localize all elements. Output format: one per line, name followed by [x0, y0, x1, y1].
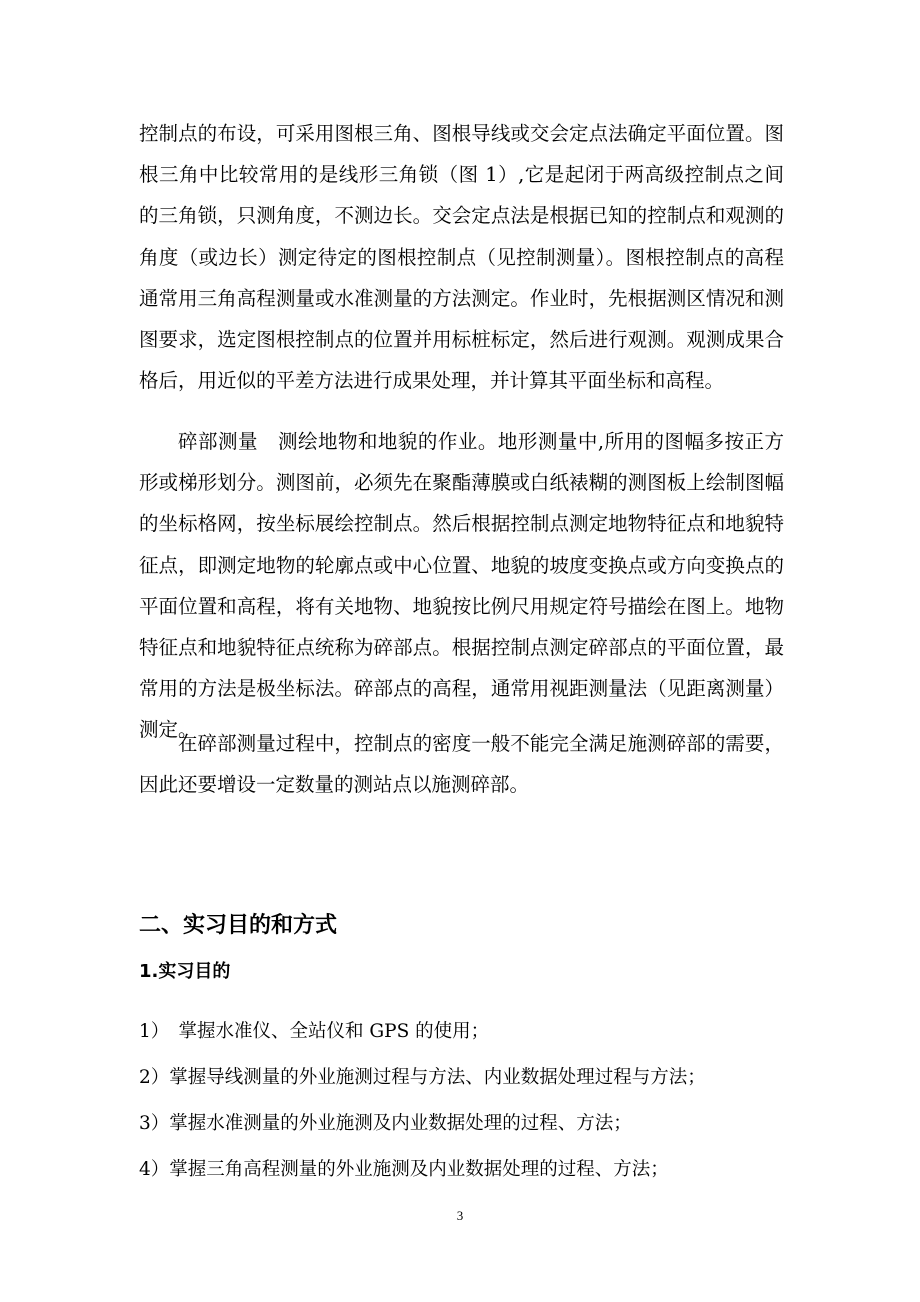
subsection-heading: 1.实习目的 [139, 961, 231, 982]
objective-item: 3）掌握水准测量的外业施测及内业数据处理的过程、方法； [139, 1113, 632, 1134]
page-number: 3 [456, 1208, 464, 1223]
section-heading: 二、实习目的和方式 [139, 913, 338, 938]
paragraph-control-points: 控制点的布设，可采用图根三角、图根导线或交会定点法确定平面位置。图根三角中比较常用的是线形三角锁（图 1）,它是起闭于两高级控制点之间的三角锁，只测角度，不测边长。交会定点法是根据已知的控制点和观测的角度（或边长）测定待定的图根控制点（见控制测量）。图根控制点的高程通常用三角高程测量或水准测量的方法测定。作业时，先根据测区情况和测图要求，选定图根控制点的位置并用标桩标定，然后进行观测。观测成果合格后，用近似的平差方法进行成果处理，并计算其平面坐标和高程。 [139, 122, 784, 393]
objectives-list [139, 1009, 799, 1193]
paragraph-station-points: 在碎部测量过程中，控制点的密度一般不能完全满足施测碎部的需要，因此还要增设一定数量的测站点以施测碎部。 [139, 732, 784, 797]
objective-item: 2）掌握导线测量的外业施测过程与方法、内业数据处理过程与方法； [139, 1067, 706, 1088]
paragraph-detail-survey: 碎部测量 测绘地物和地貌的作业。地形测量中,所用的图幅多按正方形或梯形划分。测图前，必须先在聚酯薄膜或白纸裱糊的测图板上绘制图幅的坐标格网，按坐标展绘控制点。然后根据控制点测定地物特征点和地貌特征点，即测定地物的轮廓点或中心位置、地貌的坡度变换点或方向变换点的平面位置和高程，将有关地物、地貌按比例尺用规定符号描绘在图上。地物特征点和地貌特征点统称为碎部点。根据控制点测定碎部点的平面位置，最常用的方法是极坐标法。碎部点的高程，通常用视距测量法（见距离测量）测定。 [139, 430, 784, 742]
objective-item: 1） 掌握水准仪、全站仪和 GPS 的使用； [139, 1021, 490, 1042]
objective-item: 4）掌握三角高程测量的外业施测及内业数据处理的过程、方法； [139, 1159, 669, 1180]
